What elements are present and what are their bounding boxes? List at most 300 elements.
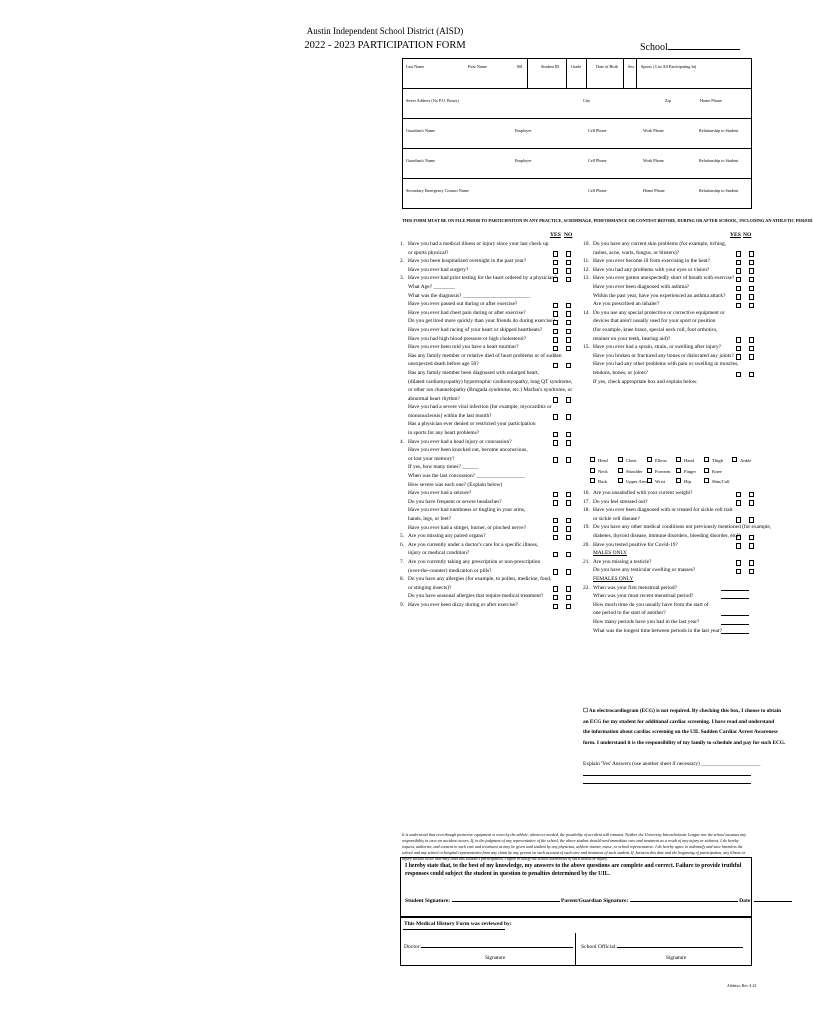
no-checkbox[interactable]	[566, 526, 571, 531]
street-address-field[interactable]: Street Address (No P.O. Boxes)	[406, 98, 459, 103]
question-row	[583, 523, 772, 532]
no-checkbox[interactable]	[749, 500, 754, 505]
no-checkbox[interactable]	[749, 354, 754, 359]
injury-option[interactable]	[618, 467, 643, 478]
injury-option[interactable]	[618, 456, 636, 467]
injury-checkbox[interactable]	[647, 457, 652, 462]
yes-checkbox[interactable]	[736, 277, 741, 282]
yes-checkbox[interactable]	[736, 543, 741, 548]
yes-checkbox[interactable]	[736, 303, 741, 308]
no-checkbox[interactable]	[566, 569, 571, 574]
question-row	[583, 592, 753, 601]
emergency-contact-field[interactable]: Secondary Emergency Contact Name	[406, 188, 469, 193]
explain-label: Explain 'Yes' Answers (use another sheet if necessary) ______________________	[583, 761, 761, 767]
question-row	[400, 498, 572, 507]
injury-checkbox[interactable]	[676, 478, 681, 483]
yes-checkbox[interactable]	[553, 320, 558, 325]
no-checkbox[interactable]	[566, 346, 571, 351]
doctor-signature-field[interactable]: Doctor:	[404, 944, 573, 950]
injury-option[interactable]	[590, 477, 607, 488]
no-checkbox[interactable]	[749, 260, 754, 265]
answer-line[interactable]	[721, 633, 749, 634]
question-row	[583, 343, 753, 352]
question-text: (dilated cardiomyopathy) hypertrophic cardiomyopathy, long QT syndrome,	[408, 378, 573, 385]
question-text: Have you ever been diagnosed with asthma?	[593, 283, 690, 290]
question-row	[400, 438, 572, 447]
yes-checkbox[interactable]	[736, 286, 741, 291]
no-checkbox[interactable]	[566, 604, 571, 609]
no-checkbox[interactable]	[566, 363, 571, 368]
question-text: How many periods have you had in the last year?	[593, 618, 700, 625]
question-text: Do you have any allergies (for example, to pollen, medicine, food,	[408, 576, 552, 583]
no-checkbox[interactable]	[566, 329, 571, 334]
question-text: hands, legs, or feet?	[408, 516, 451, 522]
yes-checkbox[interactable]	[736, 372, 741, 377]
yes-checkbox[interactable]	[553, 552, 558, 557]
injury-label: Chest	[626, 458, 637, 463]
no-checkbox[interactable]	[566, 303, 571, 308]
injury-checkbox[interactable]	[590, 468, 595, 473]
injury-checkbox[interactable]	[732, 457, 737, 462]
no-checkbox[interactable]	[749, 251, 754, 256]
question-text: Have you ever had a stinger, burner, or pinched nerve?	[408, 524, 526, 531]
injury-label: Head	[598, 458, 608, 463]
yes-checkbox[interactable]	[736, 346, 741, 351]
yes-checkbox[interactable]	[553, 397, 558, 402]
injury-checkbox[interactable]	[618, 457, 623, 462]
question-row	[400, 549, 572, 558]
question-number: 21.	[583, 558, 590, 565]
injury-option[interactable]	[676, 477, 691, 488]
question-row	[583, 300, 753, 309]
no-checkbox[interactable]	[749, 492, 754, 497]
question-text: Have you had any problems with your eyes or vision?	[593, 266, 710, 273]
ecg-line: ☐ An electrocardiogram (ECG) is not required. By checking this box, I choose to obtain	[583, 708, 782, 714]
right-question-list-b	[583, 489, 772, 635]
statement-text: I hereby state that, to the best of my knowledge, my answers to the above questions are complete and correct. Failure to provide truthful responses could subject the student in question to penalties determined by the UIL.	[405, 863, 742, 877]
question-text: Within the past year, have you experienced an asthma attack?	[593, 292, 726, 299]
injury-checkbox[interactable]	[676, 457, 681, 462]
no-checkbox[interactable]	[749, 268, 754, 273]
liability-paragraph: It is understood that even though protective equipment is worn by the athlete, whenever needed, the possibility of accident still remains. Neither the University Interscholastic League nor the school assumes any responsibility in case an accident occurs. If, in the judgment of any representative of the school, the above student should need immediate care and treatment as a result of any injury or sickness, I do hereby request, authorize, and consent to such care and treatment as may be given said student by any physician, athletic trainer, nurse, or school representative. I do hereby agree to indemnify and save harmless the school and any school or hospital representative from any claim by any person on such account of such care and treatment of such student. If, between this date and the beginning of participation, any illness or injury should occur that may limit this student's participation, I agree to notify the school authorities of such illness or injury.	[402, 832, 747, 861]
question-row	[583, 292, 753, 301]
no-checkbox[interactable]	[749, 535, 754, 540]
school-official-signature-field[interactable]: School Official:	[581, 944, 743, 950]
question-text: What was the longest time between periods in the last year?	[593, 627, 723, 634]
yes-checkbox[interactable]	[736, 560, 741, 565]
mi-field[interactable]: MI	[517, 64, 523, 69]
question-text: Have you ever had racing of your heart or skipped heartbeats?	[408, 326, 543, 333]
no-checkbox[interactable]	[566, 311, 571, 316]
yes-checkbox[interactable]	[736, 294, 741, 299]
guardian1-name-field[interactable]: Guardian's Name	[406, 128, 436, 133]
question-row	[400, 420, 572, 429]
no-checkbox[interactable]	[566, 535, 571, 540]
no-checkbox[interactable]	[566, 518, 571, 523]
no-checkbox[interactable]	[749, 277, 754, 282]
yes-checkbox[interactable]	[736, 517, 741, 522]
question-row	[400, 472, 572, 481]
doctor-signature-caption: Signature	[485, 955, 506, 961]
no-checkbox[interactable]	[566, 440, 571, 445]
question-text: Are you prescribed an inhaler?	[593, 301, 660, 308]
question-text: Are you unsatisfied with your current weight?	[593, 490, 693, 496]
reviewed-by-label: This Medical History Form was reviewed by:	[404, 921, 512, 927]
injury-option[interactable]	[647, 456, 667, 467]
no-checkbox[interactable]	[749, 337, 754, 342]
question-text: How severe was each one? (Explain below)	[408, 481, 503, 488]
answer-line[interactable]	[721, 590, 749, 591]
question-row	[583, 506, 753, 515]
grade-field[interactable]: Grade	[571, 64, 582, 69]
yes-checkbox[interactable]	[553, 432, 558, 437]
question-row	[583, 266, 753, 275]
no-checkbox[interactable]	[566, 320, 571, 325]
question-text: FEMALES ONLY	[593, 575, 634, 582]
question-row	[583, 317, 753, 326]
yes-checkbox[interactable]	[553, 526, 558, 531]
question-number: 17.	[583, 498, 590, 505]
injury-option[interactable]	[704, 456, 723, 467]
yes-checkbox[interactable]	[553, 569, 558, 574]
yes-checkbox[interactable]	[736, 260, 741, 265]
injury-label: Hand	[684, 458, 694, 463]
question-row	[583, 283, 753, 292]
question-text: rashes, acne, warts, fungus, or blisters)?	[593, 249, 680, 256]
question-text: Have you had a severe viral infection (for example, myocarditis or	[408, 404, 552, 411]
yes-checkbox[interactable]	[553, 492, 558, 497]
question-text: one period to the start of another?	[593, 610, 666, 617]
no-checkbox[interactable]	[566, 277, 571, 282]
no-checkbox[interactable]	[566, 432, 571, 437]
question-number: 9.	[400, 601, 405, 608]
injury-label: Neck	[598, 468, 608, 474]
no-checkbox[interactable]	[749, 560, 754, 565]
question-text: (over-the-counter) medication or pills?	[408, 567, 492, 574]
injury-checkbox[interactable]	[676, 468, 681, 473]
no-checkbox[interactable]	[566, 251, 571, 256]
no-checkbox[interactable]	[566, 492, 571, 497]
injury-option[interactable]	[704, 477, 730, 488]
question-text: Has a physician ever denied or restricted your participation	[408, 421, 536, 428]
question-row	[583, 369, 753, 378]
question-text: Have you tested positive for Covid-19?	[593, 541, 678, 548]
question-row	[400, 575, 572, 584]
district-name: Austin Independent School District (AISD)	[306, 26, 464, 36]
question-row	[583, 601, 753, 610]
question-row	[400, 240, 572, 249]
question-row	[400, 326, 572, 335]
question-row	[400, 592, 572, 601]
question-text: MALES ONLY	[593, 550, 628, 557]
question-text: retainer on your teeth, hearing aid)?	[593, 335, 671, 342]
yes-checkbox[interactable]	[553, 277, 558, 282]
yes-header-left: YES	[550, 232, 561, 238]
sex-field[interactable]: Sex	[628, 64, 635, 69]
yes-checkbox[interactable]	[553, 500, 558, 505]
question-number: 20.	[583, 541, 590, 548]
question-text: Have you had high blood pressure or high cholesterol?	[408, 335, 526, 342]
question-text: Have you ever become ill from exercising in the heat?	[593, 258, 710, 265]
yes-checkbox[interactable]	[553, 251, 558, 256]
yes-checkbox[interactable]	[736, 354, 741, 359]
guardian2-work-field[interactable]: Work Phone	[643, 158, 664, 163]
question-text: Have you been hospitalized overnight in the past year?	[408, 258, 527, 265]
no-checkbox[interactable]	[566, 260, 571, 265]
no-checkbox[interactable]	[566, 268, 571, 273]
no-checkbox[interactable]	[566, 337, 571, 342]
no-header-right: NO	[743, 232, 752, 238]
injury-option[interactable]	[647, 467, 671, 478]
question-row	[583, 549, 753, 558]
question-row	[583, 240, 753, 249]
question-text: Are you currently under a doctor's care for a specific illness,	[408, 541, 539, 548]
guardian2-cell-field[interactable]: Cell Phone	[588, 158, 607, 163]
question-text: or sports physical?	[408, 249, 449, 256]
last-name-field[interactable]: Last Name	[406, 64, 425, 69]
question-row	[400, 369, 572, 378]
first-name-field[interactable]: First Name	[468, 64, 487, 69]
injury-label: Hip	[684, 479, 691, 484]
injury-label: Wrist	[655, 479, 666, 484]
yes-checkbox[interactable]	[553, 595, 558, 600]
injury-checkbox[interactable]	[704, 457, 709, 462]
injury-option[interactable]	[676, 456, 694, 467]
emergency-cell-field[interactable]: Cell Phone	[588, 188, 607, 193]
question-row	[400, 395, 572, 404]
question-text: Have you ever had a sprain, strain, or swelling after injury?	[593, 344, 722, 351]
guardian2-employer-field[interactable]: Employer	[515, 158, 532, 163]
injury-checkbox[interactable]	[647, 478, 652, 483]
question-row	[583, 378, 753, 387]
question-row	[400, 541, 572, 550]
answer-line[interactable]	[721, 598, 749, 599]
question-text: Are you missing any paired organs?	[408, 533, 486, 540]
yes-checkbox[interactable]	[553, 303, 558, 308]
injury-label: Upper Arm	[626, 479, 647, 484]
question-row	[583, 575, 753, 584]
question-row	[400, 429, 572, 438]
yes-checkbox[interactable]	[553, 586, 558, 591]
injury-row	[590, 456, 752, 467]
injury-option[interactable]	[704, 467, 722, 478]
yes-checkbox[interactable]	[553, 414, 558, 419]
injury-row	[590, 477, 752, 488]
guardian1-relationship-field[interactable]: Relationship to Student	[699, 128, 739, 133]
no-checkbox[interactable]	[749, 569, 754, 574]
explain-section[interactable]	[583, 760, 761, 786]
no-checkbox[interactable]	[749, 543, 754, 548]
question-row	[400, 532, 572, 541]
no-checkbox[interactable]	[566, 586, 571, 591]
question-text: Do you have any testicular swelling or masses?	[593, 567, 696, 574]
injury-option[interactable]	[732, 456, 751, 467]
emergency-home-field[interactable]: Home Phone	[643, 188, 665, 193]
question-row	[400, 274, 572, 283]
question-row	[583, 541, 753, 550]
question-text: Do you get tired more quickly than your friends do during exercise?	[408, 318, 555, 325]
question-text: When was your most recent menstrual period?	[593, 593, 694, 600]
question-row	[400, 266, 572, 275]
ecg-consent[interactable]	[583, 706, 786, 749]
question-number: 22.	[583, 584, 590, 591]
yes-checkbox[interactable]	[553, 329, 558, 334]
ecg-line: an ECG for my student for additional cardiac screening. I have read and understand	[583, 718, 775, 725]
school-label: School	[640, 42, 668, 53]
injury-option[interactable]	[590, 456, 608, 467]
no-checkbox[interactable]	[566, 414, 571, 419]
question-number: 10.	[583, 241, 590, 247]
injury-option[interactable]	[618, 477, 647, 488]
question-text: or lost your memory?	[408, 455, 455, 462]
right-question-list-a	[583, 240, 753, 386]
no-checkbox[interactable]	[749, 517, 754, 522]
yes-checkbox[interactable]	[736, 569, 741, 574]
question-row	[583, 566, 753, 575]
city-field[interactable]: City	[583, 98, 591, 103]
injury-checkbox[interactable]	[618, 478, 623, 483]
parent-signature-label: Parent/Guardian Signature:	[560, 898, 629, 904]
answer-line[interactable]	[721, 615, 749, 616]
no-checkbox[interactable]	[566, 397, 571, 402]
yes-checkbox[interactable]	[553, 268, 558, 273]
injury-checkbox[interactable]	[704, 478, 709, 483]
no-checkbox[interactable]	[749, 294, 754, 299]
yes-checkbox[interactable]	[736, 535, 741, 540]
home-phone-field[interactable]: Home Phone	[700, 98, 722, 103]
form-title: 2022 - 2023 PARTICIPATION FORM	[304, 40, 466, 51]
yes-checkbox[interactable]	[553, 311, 558, 316]
answer-line[interactable]	[721, 624, 749, 625]
question-text: Have you ever had prior testing for the heart ordered by a physician?	[408, 275, 557, 282]
no-checkbox[interactable]	[749, 286, 754, 291]
injury-label: Knee	[712, 468, 722, 474]
yes-checkbox[interactable]	[553, 457, 558, 462]
question-row	[400, 412, 572, 421]
injury-option[interactable]	[590, 467, 608, 478]
question-row	[400, 378, 572, 387]
question-number: 8.	[400, 576, 405, 583]
yes-checkbox[interactable]	[736, 251, 741, 256]
guardian2-name-field[interactable]: Guardian's Name	[406, 158, 436, 163]
question-row	[583, 515, 753, 524]
question-row	[400, 567, 572, 576]
question-row	[400, 360, 572, 369]
no-checkbox[interactable]	[566, 457, 571, 462]
injury-checkbox[interactable]	[704, 468, 709, 473]
question-text: Have you ever passed out during or after exercise?	[408, 301, 518, 308]
question-row	[583, 274, 753, 283]
no-checkbox[interactable]	[566, 552, 571, 557]
question-row	[583, 352, 753, 361]
question-row	[400, 584, 572, 593]
no-checkbox[interactable]	[749, 346, 754, 351]
question-text: Has any family member been diagnosed with enlarged heart,	[408, 369, 539, 376]
date-label: Date:	[739, 898, 753, 904]
question-row	[583, 326, 753, 335]
question-row	[583, 360, 753, 369]
injury-option[interactable]	[676, 467, 696, 478]
question-row	[400, 524, 572, 533]
yes-checkbox[interactable]	[736, 337, 741, 342]
injury-checkbox[interactable]	[590, 457, 595, 462]
yes-checkbox[interactable]	[736, 268, 741, 273]
question-row	[400, 317, 572, 326]
no-checkbox[interactable]	[566, 595, 571, 600]
yes-checkbox[interactable]	[553, 604, 558, 609]
injury-location-grid	[590, 456, 752, 488]
question-row	[400, 506, 572, 515]
question-number: 18.	[583, 507, 590, 514]
question-text: If yes, check appropriate box and explain below.	[593, 378, 698, 385]
question-row	[400, 352, 572, 361]
sports-field[interactable]: Sports ( List All Participating In)	[641, 64, 697, 69]
zip-field[interactable]: Zip	[665, 98, 671, 103]
injury-checkbox[interactable]	[647, 468, 652, 473]
question-row	[400, 257, 572, 266]
question-text: If yes, how many times? ______	[408, 464, 479, 471]
question-row	[400, 558, 572, 567]
question-number: 2.	[400, 258, 405, 265]
yes-checkbox[interactable]	[553, 363, 558, 368]
guardian1-employer-field[interactable]: Employer	[515, 128, 532, 133]
signature-row[interactable]	[405, 898, 753, 904]
yes-checkbox[interactable]	[736, 492, 741, 497]
student-id-field[interactable]: Student ID	[541, 64, 560, 69]
injury-checkbox[interactable]	[618, 468, 623, 473]
ecg-line: the information about cardiac screening on the UIL Sudden Cardiac Arrest Awareness	[583, 729, 778, 736]
no-checkbox[interactable]	[749, 303, 754, 308]
guardian2-relationship-field[interactable]: Relationship to Student	[699, 158, 739, 163]
guardian1-work-field[interactable]: Work Phone	[643, 128, 664, 133]
question-text: Have you had a medical illness or injury since your last check up	[408, 241, 549, 247]
yes-checkbox[interactable]	[553, 440, 558, 445]
question-text: Have you broken or fractured any bones or dislocated any joints?	[593, 352, 734, 359]
injury-label: Ankle	[740, 458, 752, 463]
yes-header-right: YES	[730, 232, 741, 238]
yes-checkbox[interactable]	[553, 535, 558, 540]
injury-option[interactable]	[647, 477, 665, 488]
question-text: Are you currently taking any prescription or non-prescription	[408, 558, 541, 565]
injury-checkbox[interactable]	[590, 478, 595, 483]
yes-checkbox[interactable]	[553, 260, 558, 265]
question-number: 13.	[583, 275, 590, 282]
question-text: Do you have frequent or severe headaches?	[408, 498, 502, 505]
guardian1-cell-field[interactable]: Cell Phone	[588, 128, 607, 133]
ecg-line: form. I understand it is the responsibility of my family to schedule and pay for such ECG.	[583, 740, 786, 747]
question-number: 6.	[400, 541, 405, 548]
no-checkbox[interactable]	[566, 500, 571, 505]
question-text: abnormal heart rhythm?	[408, 395, 460, 402]
yes-checkbox[interactable]	[736, 500, 741, 505]
no-checkbox[interactable]	[749, 372, 754, 377]
dob-field[interactable]: Date of Birth	[596, 64, 619, 69]
school-field[interactable]	[640, 40, 740, 53]
question-text: tendons, bones, or joints?	[593, 369, 648, 376]
question-text: Are you missing a testicle?	[593, 558, 652, 565]
question-row	[400, 335, 572, 344]
yes-checkbox[interactable]	[553, 337, 558, 342]
question-number: 11.	[583, 258, 590, 265]
yes-checkbox[interactable]	[553, 518, 558, 523]
question-row	[583, 618, 753, 627]
question-row	[400, 386, 572, 395]
emergency-relationship-field[interactable]: Relationship to Student	[699, 188, 739, 193]
question-row	[400, 292, 572, 301]
form-revision: Athletics Rev. 4-22	[727, 984, 757, 988]
question-row	[400, 446, 572, 455]
yes-checkbox[interactable]	[553, 346, 558, 351]
